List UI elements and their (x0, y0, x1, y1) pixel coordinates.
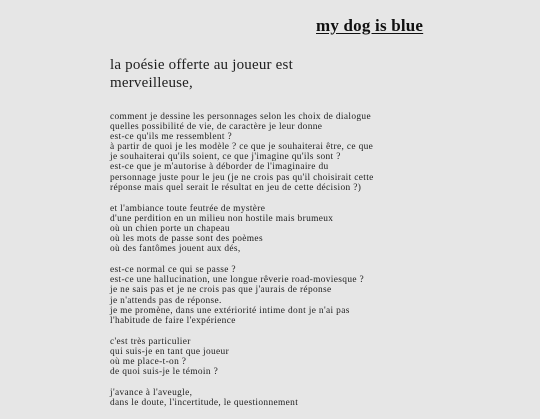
poem-line: j'avance à l'aveugle, (110, 388, 193, 399)
post-body (110, 56, 375, 419)
poem-line: quelles possibilité de vie, de caractère je leur donne (110, 122, 323, 133)
poem-line: est-ce une hallucination, une longue rêverie road-moviesque ? (110, 275, 365, 286)
post-heading: la poésie offerte au joueur est merveilleuse, (110, 57, 293, 91)
poem-line: je n'attends pas de réponse. (110, 295, 222, 306)
site-title-link[interactable]: my dog is blue (316, 16, 424, 35)
poem-line: est-ce que je m'autorise à déborder de l'imaginaire du personnage juste pour le jeu (je ne crois pas qu'il choisirait cette réponse mais quel serait le résultat en jeu de cette décision ?) (110, 162, 374, 193)
poem-line: est-ce normal ce qui se passe ? (110, 265, 236, 276)
poem-line: où un chien porte un chapeau (110, 223, 230, 234)
stanza-5 (110, 388, 375, 408)
stanza-2 (110, 204, 375, 254)
poem-line: je ne sais pas et je ne crois pas que j'aurais de réponse (110, 285, 332, 296)
stanza-3 (110, 265, 375, 326)
poem-line: c'est très particulier (110, 336, 191, 347)
poem-line: est-ce qu'ils me ressemblent ? (110, 132, 233, 143)
poem-line: où les mots de passe sont des poèmes (110, 234, 263, 245)
poem-line: à partir de quoi je les modèle ? ce que je souhaiterai être, ce que je souhaiterai qu'ils soient, ce que j'imagine qu'ils sont ? (110, 142, 374, 163)
poem-line: de quoi suis-je le témoin ? (110, 367, 219, 378)
stanza-4 (110, 337, 375, 377)
poem-line: comment je dessine les personnages selon les choix de dialogue (110, 112, 371, 122)
poem-line: qui suis-je en tant que joueur (110, 346, 230, 357)
poem-line: je me promène, dans une extériorité intime dont je n'ai pas l'habitude de faire l'expérience (110, 305, 350, 326)
stanza-1 (110, 112, 375, 193)
poem-line: où me place-t-on ? (110, 356, 187, 367)
poem-line: d'une perdition en un milieu non hostile mais brumeux (110, 213, 334, 224)
poem-line: dans le doute, l'incertitude, le questionnement (110, 398, 299, 409)
poem-line: et l'ambiance toute feutrée de mystère (110, 203, 266, 214)
poem-line: où des fantômes jouent aux dés, (110, 244, 241, 255)
